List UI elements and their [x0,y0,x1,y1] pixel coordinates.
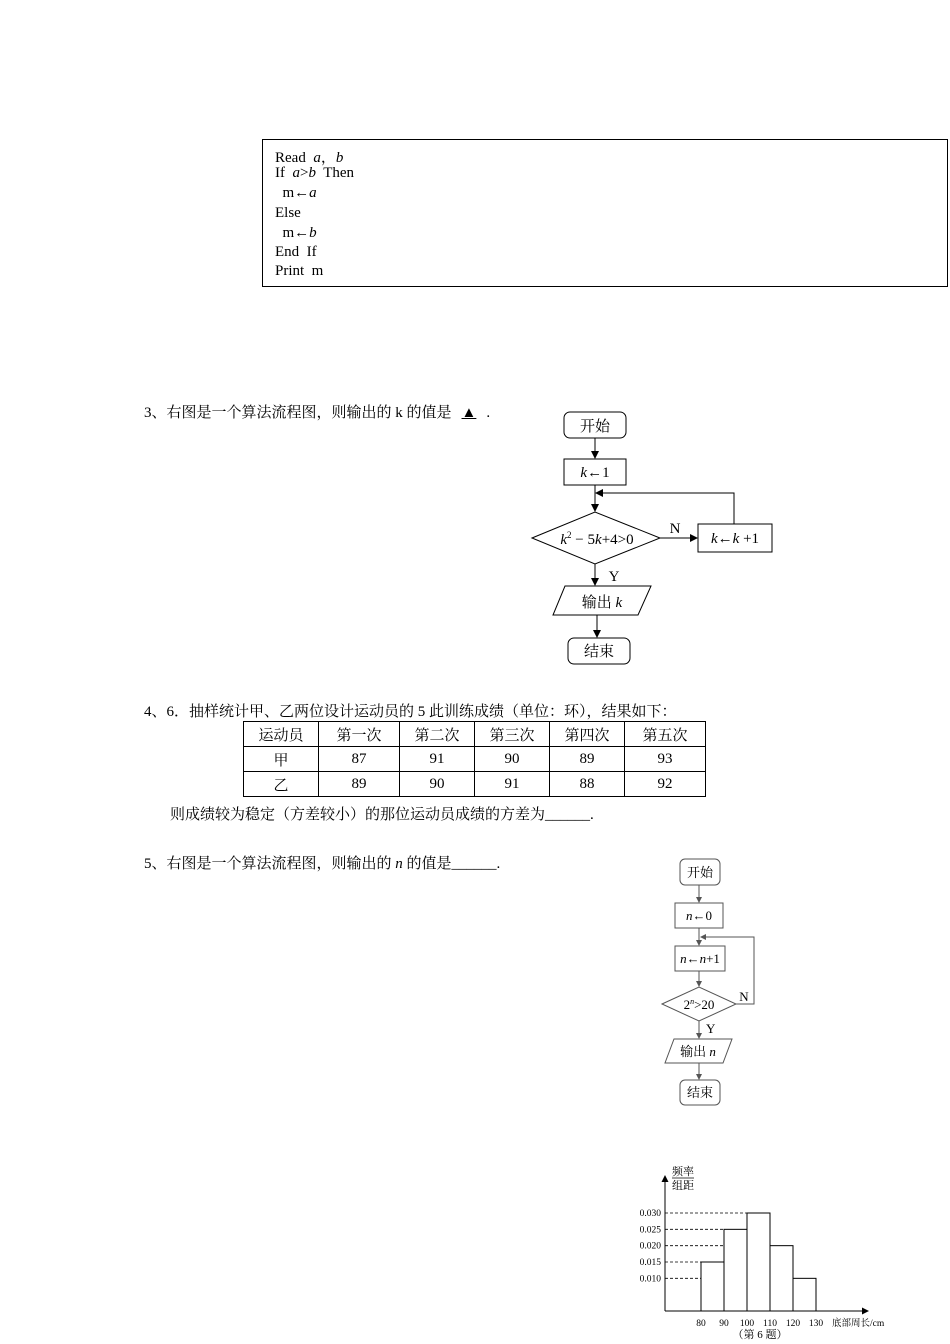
table-cell: 87 [319,747,400,772]
q3-prefix: 3、右图是一个算法流程图，则输出的 k 的值是 [144,405,452,421]
table-header-cell: 第三次 [475,722,550,747]
table-cell: 88 [550,772,625,797]
table-row [244,772,706,797]
table-header-row [244,722,706,747]
histogram-x-tick-label: 110 [763,1319,777,1329]
table-header-cell: 第二次 [400,722,475,747]
q5-text [144,852,500,873]
histogram-y-tick-label: 0.025 [639,1225,661,1236]
q5-start-label: 开始 [686,865,714,880]
q5-suffix: 的值是______. [406,856,501,872]
code-line-6: End If [275,244,317,260]
q3-suffix: . [486,405,491,421]
table-cell: 甲 [244,747,319,772]
q5-output-label: 输出 n [680,1044,716,1059]
histogram-x-tick-label: 120 [785,1319,801,1329]
table-cell: 乙 [244,772,319,797]
histogram-bar [747,1213,770,1311]
histogram-x-tick-label: 130 [808,1319,824,1329]
q3-start-label: 开始 [579,419,611,435]
histogram-bar [770,1246,793,1311]
q3-blank: ▲ [461,405,477,421]
table-header-cell: 第一次 [319,722,400,747]
q3-update-label: k←k +1 [710,531,760,547]
table-cell: 89 [319,772,400,797]
histogram-xlabel: 底部周长/cm [832,1319,885,1329]
histogram-y-tick-label: 0.030 [639,1209,661,1219]
q3-flowchart [520,405,790,670]
scores-table [243,721,706,797]
table-header-cell: 第五次 [625,722,706,747]
histogram-x-tick-label: 80 [696,1319,706,1329]
q3-init-label: k←1 [580,465,610,481]
code-line-3: m←a [275,185,317,201]
table-cell: 90 [400,772,475,797]
table-cell: 89 [550,747,625,772]
histogram-y-tick-label: 0.015 [639,1258,661,1268]
q3-output-label: 输出 k [581,595,623,611]
histogram-y-tick-label: 0.020 [639,1241,661,1252]
histogram-bar [724,1229,747,1311]
frequency-histogram [620,1158,910,1344]
q5-no-label: N [739,989,749,1004]
table-header-cell: 运动员 [244,722,319,747]
q5-condition-label: $2^n>20$ [683,997,715,1012]
q4-tail: 则成绩较为稳定（方差较小）的那位运动员成绩的方差为______. [170,807,594,823]
code-box [262,139,948,287]
histogram-x-tick-label: 90 [719,1319,729,1329]
table-cell: 91 [400,747,475,772]
code-line-7: Print m [275,263,324,279]
histogram-bar [701,1262,724,1311]
q5-flowchart [650,855,770,1110]
table-cell: 90 [475,747,550,772]
table-row [244,747,706,772]
q3-condition-label: $k^2 - 5k+4>0$ [560,530,634,548]
histogram-ylabel-top: 频率 [672,1166,694,1178]
q5-end-label: 结束 [686,1085,714,1100]
q5-yes-label: Y [706,1021,716,1036]
histogram-ylabel-bottom: 组距 [672,1180,694,1192]
q5-var: n [395,856,403,872]
table-cell: 93 [625,747,706,772]
q5-step-label: n←n+1 [680,951,720,966]
code-line-4: Else [275,205,301,221]
code-line-2: If a>b Then [275,165,355,181]
q4-intro: 4、6．抽样统计甲、乙两位设计运动员的 5 此训练成绩（单位：环），结果如下： [144,704,677,720]
histogram-x-tick-label: 100 [739,1319,755,1329]
table-cell: 91 [475,772,550,797]
table-cell: 92 [625,772,706,797]
q3-end-label: 结束 [583,644,615,660]
q5-prefix: 5、右图是一个算法流程图，则输出的 [144,856,392,872]
q5-init-label: n←0 [686,908,712,923]
histogram-bar [793,1278,816,1311]
code-line-5: m←b [275,225,317,241]
histogram-caption: （第 6 题） [732,1329,788,1341]
code-line-1: Read a，b [275,150,344,166]
q3-text [144,401,490,422]
table-header-cell: 第四次 [550,722,625,747]
q3-yes-label: Y [608,569,620,585]
histogram-y-tick-label: 0.010 [639,1274,661,1285]
q3-no-label: N [669,521,681,537]
